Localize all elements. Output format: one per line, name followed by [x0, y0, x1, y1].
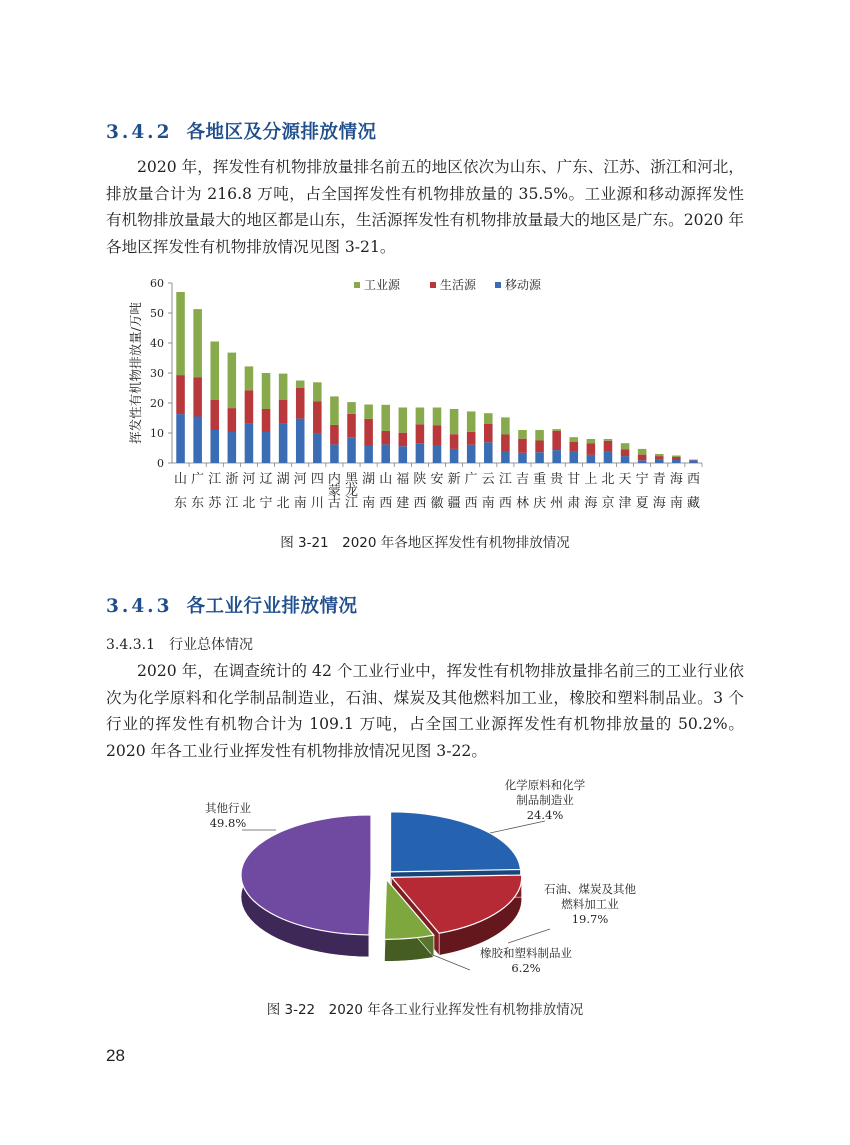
- y-tick-label: 50: [150, 307, 164, 320]
- bar-segment-移动源: [552, 450, 561, 463]
- bar-segment-生活源: [535, 441, 544, 453]
- x-tick-label: 上海: [584, 472, 598, 511]
- x-tick-label: 辽宁: [259, 472, 273, 511]
- bar-segment-工业源: [467, 411, 476, 431]
- bar-segment-移动源: [672, 460, 681, 463]
- bar-segment-工业源: [176, 292, 185, 375]
- pie-leader-line: [508, 929, 550, 943]
- paragraph-regional-emissions: 2020 年，挥发性有机物排放量排名前五的地区依次为山东、广东、江苏、浙江和河北，排放量合计为 216.8 万吨，占全国挥发性有机物排放量的 35.5%。工业源和移动源挥发性有机物排放量最大的地区都是山东，生活源挥发性有机物排放量最大的地区是广东。2020 年各地区挥发性有机物排放情况见图 3-21。: [106, 158, 744, 256]
- section-heading-3-4-2: [106, 118, 377, 144]
- bar-segment-工业源: [210, 342, 219, 401]
- x-tick-label: 安徽: [430, 472, 444, 511]
- bar-segment-工业源: [570, 437, 579, 442]
- figure-3-21-caption: 图 3-21 2020 年各地区挥发性有机物排放情况: [280, 535, 570, 551]
- bar-segment-工业源: [279, 374, 288, 400]
- bar-segment-生活源: [262, 409, 271, 432]
- bar-segment-生活源: [638, 455, 647, 461]
- pie-slice-percent: 6.2%: [511, 961, 541, 975]
- bar-segment-生活源: [193, 378, 202, 417]
- legend-label-生活源: 生活源: [440, 278, 477, 292]
- y-tick-label: 40: [150, 337, 164, 350]
- bar-segment-移动源: [638, 460, 647, 463]
- bar-segment-移动源: [570, 452, 579, 463]
- bar-segment-移动源: [450, 449, 459, 463]
- bar-segment-生活源: [501, 435, 510, 452]
- y-tick-label: 20: [150, 397, 164, 410]
- bar-segment-移动源: [176, 414, 185, 463]
- pie-slice-label: 橡胶和塑料制品业: [480, 946, 572, 960]
- x-tick-label: 甘肃: [567, 472, 581, 511]
- pie-slice-percent: 24.4%: [526, 808, 564, 822]
- bar-segment-工业源: [518, 430, 527, 439]
- bar-segment-生活源: [347, 414, 356, 437]
- bar-segment-移动源: [689, 460, 698, 463]
- bar-segment-生活源: [399, 433, 408, 447]
- x-tick-label: 湖南: [362, 472, 376, 511]
- bar-segment-工业源: [313, 382, 322, 401]
- x-tick-label: 新疆: [447, 472, 461, 511]
- figure-3-22-caption: 图 3-22 2020 年各工业行业挥发性有机物排放情况: [266, 1002, 584, 1018]
- x-tick-label: 内蒙古: [327, 472, 341, 511]
- bar-segment-工业源: [501, 417, 510, 434]
- bar-segment-工业源: [484, 413, 493, 424]
- bar-segment-工业源: [262, 373, 271, 409]
- bar-segment-生活源: [330, 425, 339, 445]
- y-tick-label: 10: [150, 427, 164, 440]
- bar-segment-移动源: [535, 452, 544, 463]
- bar-segment-工业源: [364, 405, 373, 419]
- bar-segment-工业源: [621, 443, 630, 449]
- bar-segment-移动源: [501, 451, 510, 463]
- bar-segment-工业源: [587, 439, 596, 444]
- bar-segment-生活源: [364, 419, 373, 445]
- x-tick-label: 江西: [498, 472, 512, 511]
- x-tick-label: 重庆: [533, 472, 547, 511]
- bar-segment-工业源: [416, 408, 425, 425]
- y-tick-label: 30: [150, 367, 164, 380]
- bar-segment-生活源: [484, 424, 493, 442]
- pie-leader-line: [428, 953, 470, 970]
- x-tick-label: 陕西: [413, 472, 427, 511]
- figure-3-21-chart: [120, 270, 720, 520]
- pie-slice-label: 制品制造业: [516, 793, 574, 807]
- bar-segment-工业源: [433, 408, 442, 426]
- section-number: 3.4.2: [106, 122, 173, 143]
- pie-slice-label: 石油、煤炭及其他: [544, 882, 636, 896]
- section-number: 3.4.3: [106, 596, 173, 617]
- page-number: 28: [106, 1046, 125, 1065]
- legend-swatch-工业源: [354, 282, 360, 288]
- bar-segment-工业源: [552, 429, 561, 431]
- x-tick-label: 黑龙江: [345, 472, 359, 511]
- bar-segment-移动源: [655, 460, 664, 463]
- y-axis-label: 挥发性有机物排放量/万吨: [128, 302, 143, 444]
- bar-segment-工业源: [638, 449, 647, 455]
- bar-segment-生活源: [655, 456, 664, 460]
- bar-segment-生活源: [296, 388, 305, 419]
- pie-slice-label: 化学原料和化学: [504, 778, 586, 792]
- bar-segment-移动源: [364, 445, 373, 463]
- bar-segment-工业源: [228, 353, 237, 409]
- subsection-heading-3-4-3-1: 3.4.3.1 行业总体情况: [106, 637, 253, 653]
- x-tick-label: 青海: [652, 472, 666, 511]
- pie-slice-percent: 49.8%: [209, 816, 247, 830]
- bar-segment-移动源: [518, 453, 527, 463]
- section-title: 各地区及分源排放情况: [186, 122, 377, 143]
- bar-segment-移动源: [313, 434, 322, 463]
- y-tick-label: 60: [150, 277, 164, 290]
- x-tick-label: 广西: [464, 472, 478, 511]
- legend-label-工业源: 工业源: [364, 278, 401, 292]
- bar-segment-生活源: [689, 460, 698, 461]
- bar-segment-生活源: [518, 439, 527, 453]
- bar-segment-生活源: [587, 444, 596, 455]
- bar-segment-生活源: [381, 431, 390, 445]
- bar-segment-工业源: [672, 456, 681, 458]
- bar-segment-移动源: [347, 437, 356, 463]
- section-title: 各工业行业排放情况: [186, 596, 358, 617]
- bar-segment-移动源: [262, 432, 271, 464]
- bar-segment-工业源: [296, 381, 305, 389]
- x-tick-label: 西藏: [686, 472, 700, 511]
- x-tick-label: 天津: [618, 472, 632, 511]
- bar-segment-移动源: [604, 452, 613, 463]
- bar-segment-生活源: [672, 457, 681, 460]
- x-tick-label: 海南: [669, 472, 683, 511]
- legend-label-移动源: 移动源: [505, 278, 542, 292]
- x-tick-label: 浙江: [225, 472, 239, 511]
- figure-3-22-chart: [170, 775, 670, 990]
- bar-segment-移动源: [621, 456, 630, 463]
- bar-segment-工业源: [193, 309, 202, 377]
- x-tick-label: 江苏: [208, 472, 222, 511]
- x-tick-label: 山东: [174, 472, 188, 511]
- bar-segment-移动源: [330, 444, 339, 463]
- bar-segment-生活源: [433, 426, 442, 446]
- x-tick-label: 山西: [379, 472, 393, 511]
- bar-segment-移动源: [228, 432, 237, 464]
- x-tick-label: 广东: [191, 472, 205, 511]
- bar-segment-工业源: [655, 454, 664, 456]
- bar-segment-移动源: [279, 423, 288, 463]
- bar-segment-生活源: [279, 400, 288, 423]
- paragraph-industry-emissions: 2020 年，在调查统计的 42 个工业行业中，挥发性有机物排放量排名前三的工业行业依次为化学原料和化学制品制造业，石油、煤炭及其他燃料加工业，橡胶和塑料制品业。3 个行业的挥发性有机物合计为 109.1 万吨，占全国工业源挥发性有机物排放量的 50.2%。2020 年各工业行业挥发性有机物排放情况见图 3-22。: [106, 662, 744, 760]
- bar-segment-移动源: [399, 446, 408, 463]
- bar-segment-生活源: [416, 424, 425, 443]
- stacked-bar-chart: [120, 270, 720, 520]
- pie-slice-label: 其他行业: [205, 801, 251, 815]
- bar-segment-移动源: [467, 445, 476, 463]
- bar-segment-工业源: [330, 396, 339, 425]
- bar-segment-移动源: [416, 443, 425, 463]
- bar-segment-移动源: [587, 455, 596, 463]
- x-tick-label: 云南: [481, 472, 495, 511]
- pie-slice-percent: 19.7%: [571, 912, 609, 926]
- legend-swatch-生活源: [430, 282, 436, 288]
- bar-segment-工业源: [245, 366, 254, 390]
- x-tick-label: 四川: [310, 472, 324, 511]
- x-tick-label: 吉林: [515, 472, 529, 511]
- bar-segment-生活源: [467, 432, 476, 445]
- pie-leader-line: [490, 821, 545, 833]
- pie-slice-化学原料和化学制品制造业: [391, 812, 521, 872]
- x-tick-label: 贵州: [550, 472, 564, 511]
- bar-segment-生活源: [450, 434, 459, 449]
- bar-segment-生活源: [621, 449, 630, 456]
- bar-segment-工业源: [399, 408, 408, 433]
- bar-segment-生活源: [176, 375, 185, 414]
- x-tick-label: 湖北: [276, 472, 290, 511]
- bar-segment-生活源: [210, 400, 219, 430]
- bar-segment-移动源: [433, 445, 442, 463]
- bar-segment-生活源: [552, 431, 561, 450]
- bar-segment-移动源: [193, 417, 202, 464]
- bar-segment-工业源: [381, 405, 390, 431]
- x-tick-label: 福建: [396, 472, 410, 511]
- pie-slice-label: 燃料加工业: [561, 897, 619, 911]
- x-tick-label: 北京: [601, 472, 615, 511]
- bar-segment-生活源: [604, 441, 613, 452]
- bar-segment-生活源: [228, 408, 237, 431]
- x-tick-label: 河南: [293, 472, 307, 511]
- bar-segment-移动源: [484, 442, 493, 463]
- legend-swatch-移动源: [495, 282, 501, 288]
- bar-segment-生活源: [570, 442, 579, 452]
- bar-segment-移动源: [210, 430, 219, 463]
- bar-segment-生活源: [313, 401, 322, 433]
- y-tick-label: 0: [157, 457, 164, 470]
- bar-segment-工业源: [450, 409, 459, 434]
- bar-segment-工业源: [535, 430, 544, 441]
- bar-segment-工业源: [604, 439, 613, 441]
- pie-chart: [170, 775, 670, 990]
- bar-segment-移动源: [296, 419, 305, 463]
- x-tick-label: 宁夏: [635, 472, 649, 511]
- bar-segment-工业源: [347, 402, 356, 414]
- bar-segment-移动源: [381, 444, 390, 463]
- x-tick-label: 河北: [242, 472, 256, 511]
- bar-segment-移动源: [245, 423, 254, 463]
- section-heading-3-4-3: [106, 592, 358, 618]
- bar-segment-生活源: [245, 390, 254, 423]
